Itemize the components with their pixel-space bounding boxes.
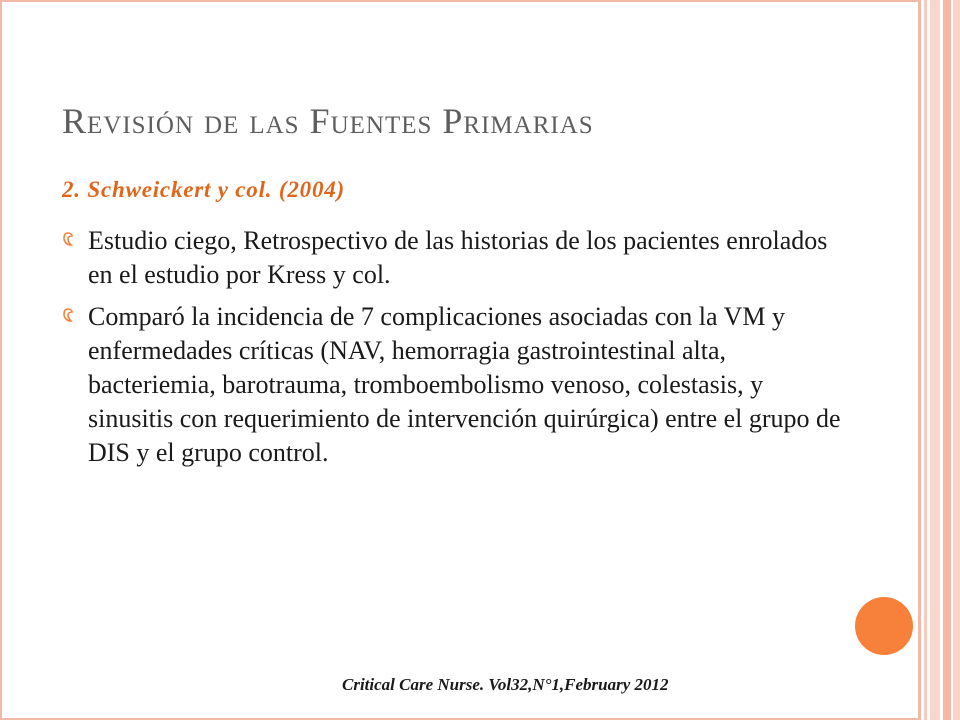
citation: Critical Care Nurse. Vol32,N°1,February 2012 (342, 675, 669, 694)
bullet-item (62, 300, 842, 470)
decorative-stripe (953, 0, 960, 720)
bullet-item (62, 224, 842, 292)
decorative-stripe (918, 0, 921, 720)
slide-title: Revisión de las Fuentes Primarias (62, 101, 594, 141)
decorative-stripe (943, 0, 951, 720)
bullet-text: Estudio ciego, Retrospectivo de las historias de los pacientes enrolados en el estudio por Kress y col. (88, 226, 828, 289)
decorative-stripe (924, 0, 927, 720)
slide-subtitle: 2. Schweickert y col. (2004) (62, 177, 346, 202)
decorative-circle (855, 597, 913, 655)
bullet-list (62, 224, 842, 478)
bullet-icon (63, 232, 73, 246)
bullet-icon (63, 308, 73, 322)
decorative-stripe (930, 0, 940, 720)
bullet-text: Comparó la incidencia de 7 complicaciones asociadas con la VM y enfermedades críticas (NAV, hemorragia gastrointestinal alta, bacteriemia, barotrauma, tromboembolismo venoso, colestasis, y sinusitis con requerimiento de intervención quirúrgica) entre el grupo de DIS y el grupo control. (88, 302, 841, 467)
